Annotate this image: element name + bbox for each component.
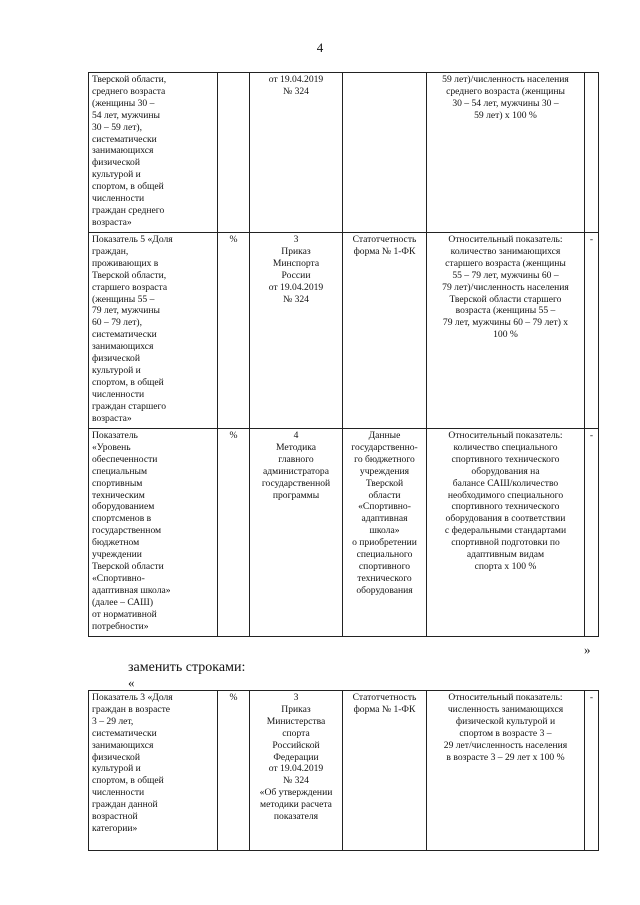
calc-cell: Относительный показатель: количество занимающихся старшего возраста (женщины 55 – 79 лет, мужчины 60 – 79 лет)/численность населения Тверской области старшего возраста (женщины 55 – 79 лет, мужчины 60 – 79 лет) х 100 % — [427, 233, 585, 429]
source-cell: Статотчетность форма № 1-ФК — [343, 233, 427, 429]
indicator-cell: Тверской области, среднего возраста (женщины 30 – 54 лет, мужчины 30 – 59 лет), систематически занимающихся физической культурой и спортом, в общей численности граждан среднего возраста» — [89, 73, 218, 233]
method-cell: 3 Приказ Минспорта России от 19.04.2019 № 324 — [250, 233, 343, 429]
indicators-table-top — [88, 72, 599, 637]
calc-cell: Относительный показатель: количество специального спортивного технического оборудования на балансе САШ/количество необходимого специального спортивного технического оборудования в соответствии с федеральными стандартами спортивной подготовки по адаптивным видам спорта х 100 % — [427, 429, 585, 637]
indicator-cell: Показатель 3 «Доля граждан в возрасте 3 – 29 лет, систематически занимающихся физической культурой и спортом, в общей численности граждан данной возрастной категории» — [89, 691, 218, 851]
table-row — [89, 233, 599, 429]
indicators-table-bottom — [88, 690, 599, 851]
indicator-cell: Показатель «Уровень обеспеченности специальным спортивным техническим оборудованием спортсменов в государственном бюджетном учреждении Тверской области «Спортивно- адаптивная школа» (далее – САШ) от нормативной потребности» — [89, 429, 218, 637]
extra-cell: - — [585, 691, 599, 851]
table-row — [89, 73, 599, 233]
source-cell — [343, 73, 427, 233]
unit-cell: % — [218, 691, 250, 851]
method-cell: 4 Методика главного администратора государственной программы — [250, 429, 343, 637]
page-number: 4 — [316, 40, 324, 55]
extra-cell: - — [585, 429, 599, 637]
method-cell: от 19.04.2019 № 324 — [250, 73, 343, 233]
source-cell: Статотчетность форма № 1-ФК — [343, 691, 427, 851]
extra-cell — [585, 73, 599, 233]
closing-quote: » — [584, 642, 591, 657]
unit-cell — [218, 73, 250, 233]
table-row — [89, 691, 599, 851]
method-cell: 3 Приказ Министерства спорта Российской Федерации от 19.04.2019 № 324 «Об утверждении методики расчета показателя — [250, 691, 343, 851]
source-cell: Данные государственно- го бюджетного учреждения Тверской области «Спортивно- адаптивная школа» о приобретении специального спортивного технического оборудования — [343, 429, 427, 637]
calc-cell: Относительный показатель: численность занимающихся физической культурой и спортом в возрасте 3 – 29 лет/численность населения в возрасте 3 – 29 лет х 100 % — [427, 691, 585, 851]
extra-cell: - — [585, 233, 599, 429]
table-row — [89, 429, 599, 637]
calc-cell: 59 лет)/численность населения среднего возраста (женщины 30 – 54 лет, мужчины 30 – 59 лет) х 100 % — [427, 73, 585, 233]
unit-cell: % — [218, 429, 250, 637]
replace-instruction: заменить строками: — [128, 660, 246, 675]
unit-cell: % — [218, 233, 250, 429]
opening-quote: « — [128, 675, 135, 690]
indicator-cell: Показатель 5 «Доля граждан, проживающих в Тверской области, старшего возраста (женщины 55 – 79 лет, мужчины 60 – 79 лет), систематически занимающихся физической культурой и спортом, в общей численности граждан старшего возраста» — [89, 233, 218, 429]
